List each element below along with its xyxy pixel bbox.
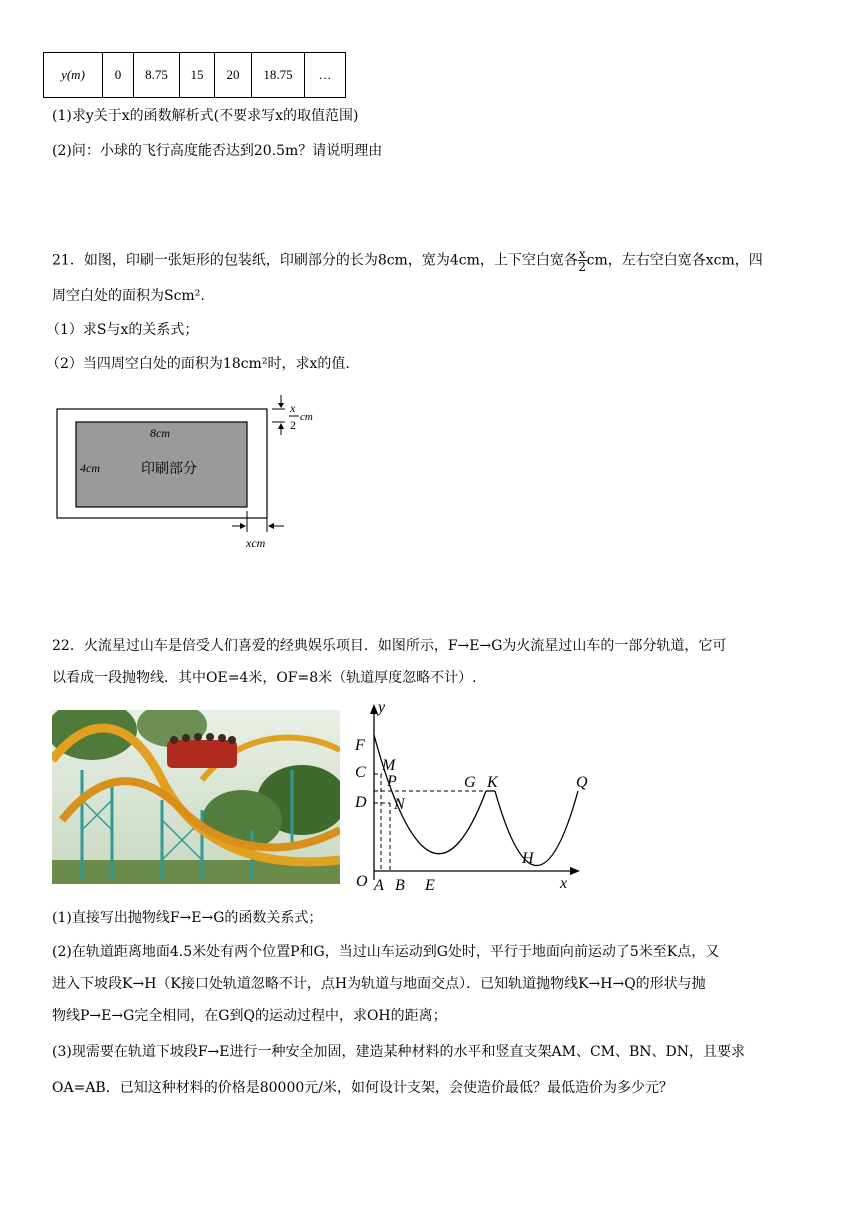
q22-part2-line3: 物线P→E→G完全相同，在G到Q的运动过程中，求OH的距离；	[52, 1008, 447, 1024]
q21-line1	[52, 248, 763, 273]
label-P: P	[387, 773, 397, 790]
label-M: M	[382, 757, 396, 774]
fig-right-unit: cm	[300, 411, 313, 423]
label-E: E	[425, 877, 435, 894]
y-arrow	[370, 704, 378, 714]
arrow-head	[240, 523, 246, 529]
table-cell: 15	[180, 53, 215, 98]
label-N: N	[394, 796, 405, 813]
arrow-head	[268, 523, 274, 529]
q20-part1: (1)求y关于x的函数解析式(不要求写x的取值范围)	[52, 108, 359, 124]
label-x: x	[560, 875, 568, 892]
q20-part2: (2)问：小球的飞行高度能否达到20.5m？请说明理由	[52, 143, 383, 159]
arrow-head	[278, 403, 284, 408]
fig-left-label: 4cm	[80, 461, 100, 475]
fig-center-label: 印刷部分	[141, 461, 197, 477]
parabola-KHQ	[495, 791, 578, 866]
value-table	[43, 52, 346, 98]
label-K: K	[487, 774, 498, 791]
fig-top-label: 8cm	[150, 426, 170, 440]
label-D: D	[355, 794, 367, 811]
q22-part3-line1: (3)现需要在轨道下坡段F→E进行一种安全加固，建造某种材料的水平和竖直支架AM、CM、BN、DN，且要求	[52, 1044, 745, 1060]
fig-right-num: x	[290, 401, 296, 415]
parabola-FEG	[374, 735, 486, 854]
q21-frac-den: 2	[578, 260, 587, 274]
label-C: C	[355, 764, 366, 781]
q22-graph	[350, 700, 600, 896]
q21-fraction	[578, 248, 587, 273]
q22-line2: 以看成一段抛物线．其中OE=4米，OF=8米（轨道厚度忽略不计）.	[52, 670, 477, 686]
x-arrow	[570, 867, 580, 875]
q21-line1-a: 21．如图，印刷一张矩形的包装纸，印刷部分的长为8cm，宽为4cm，上下空白宽各	[52, 252, 578, 269]
table-cell: 20	[215, 53, 252, 98]
q21-part2: （2）当四周空白处的面积为18cm²时，求x的值．	[46, 356, 360, 372]
table-cell: 18.75	[252, 53, 305, 98]
table-row	[44, 53, 346, 98]
fig-bottom-label: xcm	[246, 536, 266, 550]
q22-line1: 22．火流星过山车是倍受人们喜爱的经典娱乐项目．如图所示，F→E→G为火流星过山车的一部分轨道，它可	[52, 638, 727, 654]
label-O: O	[356, 873, 368, 890]
q22-part1: (1)直接写出抛物线F→E→G的函数关系式；	[52, 910, 323, 926]
q22-part3-line2: OA=AB．已知这种材料的价格是80000元/米，如何设计支架，会使造价最低？最低造价为多少元？	[52, 1080, 673, 1096]
label-y: y	[378, 700, 386, 716]
label-A: A	[374, 877, 384, 894]
q21-line2: 周空白处的面积为Scm².	[52, 288, 205, 304]
q22-part2-line1: (2)在轨道距离地面4.5米处有两个位置P和G，当过山车运动到G处时，平行于地面向前运动了5米至K点，又	[52, 944, 720, 960]
table-header-cell: y(m)	[44, 53, 103, 98]
label-Q: Q	[576, 774, 588, 791]
arrow-head	[278, 423, 284, 429]
fig-right-den: 2	[290, 418, 296, 432]
q21-part1: （1）求S与x的关系式；	[46, 322, 199, 338]
roller-coaster-photo	[52, 710, 340, 884]
label-B: B	[395, 877, 405, 894]
label-F: F	[355, 737, 365, 754]
label-H: H	[522, 850, 534, 867]
q21-frac-num: x	[578, 247, 586, 261]
table-cell: …	[305, 53, 346, 98]
table-cell: 8.75	[134, 53, 180, 98]
q21-line1-b: cm，左右空白宽各xcm，四	[586, 252, 763, 269]
label-G: G	[464, 774, 476, 791]
q21-figure	[50, 395, 330, 555]
q22-part2-line2: 进入下坡段K→H（K接口处轨道忽略不计，点H为轨道与地面交点）．已知轨道抛物线K→H→Q的形状与抛	[52, 976, 706, 992]
table-cell: 0	[103, 53, 134, 98]
